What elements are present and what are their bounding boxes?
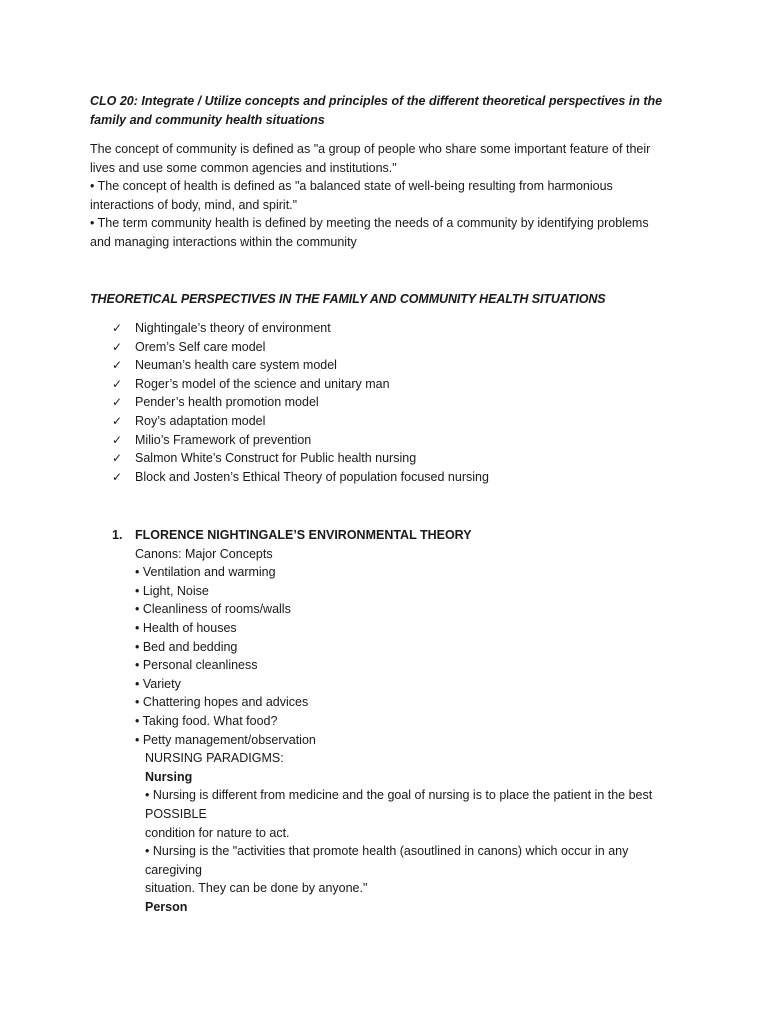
list-item-label: Orem’s Self care model — [135, 339, 266, 354]
check-icon: ✓ — [112, 358, 123, 373]
canon-item: • Petty management/observation — [135, 732, 316, 747]
canon-item: • Chattering hopes and advices — [135, 695, 309, 710]
list-item — [112, 319, 702, 338]
intro-line: • The concept of health is defined as "a balanced state of well-being resulting from harmonious — [90, 179, 613, 194]
nightingale-section — [112, 526, 702, 916]
list-item — [112, 431, 702, 450]
clo-heading-line-2: family and community health situations — [90, 112, 325, 127]
list-item — [112, 375, 702, 394]
nursing-label: Nursing — [145, 769, 193, 784]
canons-label: Canons: Major Concepts — [135, 546, 273, 561]
canon-item: • Personal cleanliness — [135, 658, 258, 673]
list-item-label: Neuman’s health care system model — [135, 358, 337, 373]
intro-line: • The term community health is defined by meeting the needs of a community by identifying problems — [90, 216, 649, 231]
intro-line: The concept of community is defined as "a group of people who share some important feature of their — [90, 142, 651, 156]
canon-item: • Variety — [135, 676, 181, 691]
nursing-line: • Nursing is different from medicine and the goal of nursing is to place the patient in the best — [145, 788, 653, 803]
check-icon: ✓ — [112, 413, 123, 428]
check-icon: ✓ — [112, 432, 123, 447]
nursing-line: condition for nature to act. — [145, 825, 290, 840]
canon-item: • Bed and bedding — [135, 639, 238, 654]
canon-item: • Taking food. What food? — [135, 713, 278, 728]
list-item-label: Milio’s Framework of prevention — [135, 432, 312, 447]
paradigms-label: NURSING PARADIGMS: — [145, 751, 284, 766]
list-item — [112, 449, 702, 468]
intro-line: interactions of body, mind, and spirit." — [90, 197, 298, 212]
canon-item: • Ventilation and warming — [135, 565, 276, 580]
canon-item: • Light, Noise — [135, 583, 209, 598]
list-item-label: Block and Josten’s Ethical Theory of population focused nursing — [135, 469, 489, 484]
list-item — [112, 338, 702, 357]
check-icon: ✓ — [112, 469, 123, 484]
list-item-label: Nightingale’s theory of environment — [135, 321, 331, 335]
nursing-line: POSSIBLE — [145, 806, 207, 821]
list-item-label: Salmon White’s Construct for Public health nursing — [135, 451, 417, 466]
intro-line: lives and use some common agencies and institutions." — [90, 160, 397, 175]
person-label: Person — [145, 899, 188, 914]
list-item — [112, 468, 702, 487]
canon-item: • Health of houses — [135, 620, 237, 635]
check-icon: ✓ — [112, 395, 123, 410]
nursing-line: caregiving — [145, 862, 202, 877]
section-title: THEORETICAL PERSPECTIVES IN THE FAMILY AND COMMUNITY HEALTH SITUATIONS — [90, 292, 606, 306]
intro-line: and managing interactions within the community — [90, 234, 357, 249]
clo-heading-line-1: CLO 20: Integrate / Utilize concepts and principles of the different theoretical perspectives in the — [90, 94, 663, 108]
theory-number: 1. — [112, 528, 123, 542]
theory-heading — [112, 526, 702, 545]
nursing-line: situation. They can be done by anyone." — [145, 881, 368, 896]
clo-heading — [90, 92, 680, 129]
list-item-label: Roy’s adaptation model — [135, 413, 266, 428]
canon-item: • Cleanliness of rooms/walls — [135, 602, 291, 617]
intro-paragraph — [90, 140, 680, 252]
check-icon: ✓ — [112, 339, 123, 354]
nursing-paragraph — [112, 786, 702, 898]
list-item — [112, 393, 702, 412]
list-item-label: Pender’s health promotion model — [135, 395, 319, 410]
check-icon: ✓ — [112, 451, 123, 466]
check-icon: ✓ — [112, 376, 123, 391]
list-item-label: Roger’s model of the science and unitary man — [135, 376, 390, 391]
list-item — [112, 356, 702, 375]
list-item — [112, 412, 702, 431]
canons-block — [112, 545, 702, 750]
check-icon: ✓ — [112, 321, 123, 335]
nursing-line: • Nursing is the "activities that promote health (asoutlined in canons) which occur in any — [145, 844, 629, 859]
theory-title: FLORENCE NIGHTINGALE’S ENVIRONMENTAL THEORY — [135, 528, 472, 542]
perspectives-checklist — [112, 319, 702, 486]
